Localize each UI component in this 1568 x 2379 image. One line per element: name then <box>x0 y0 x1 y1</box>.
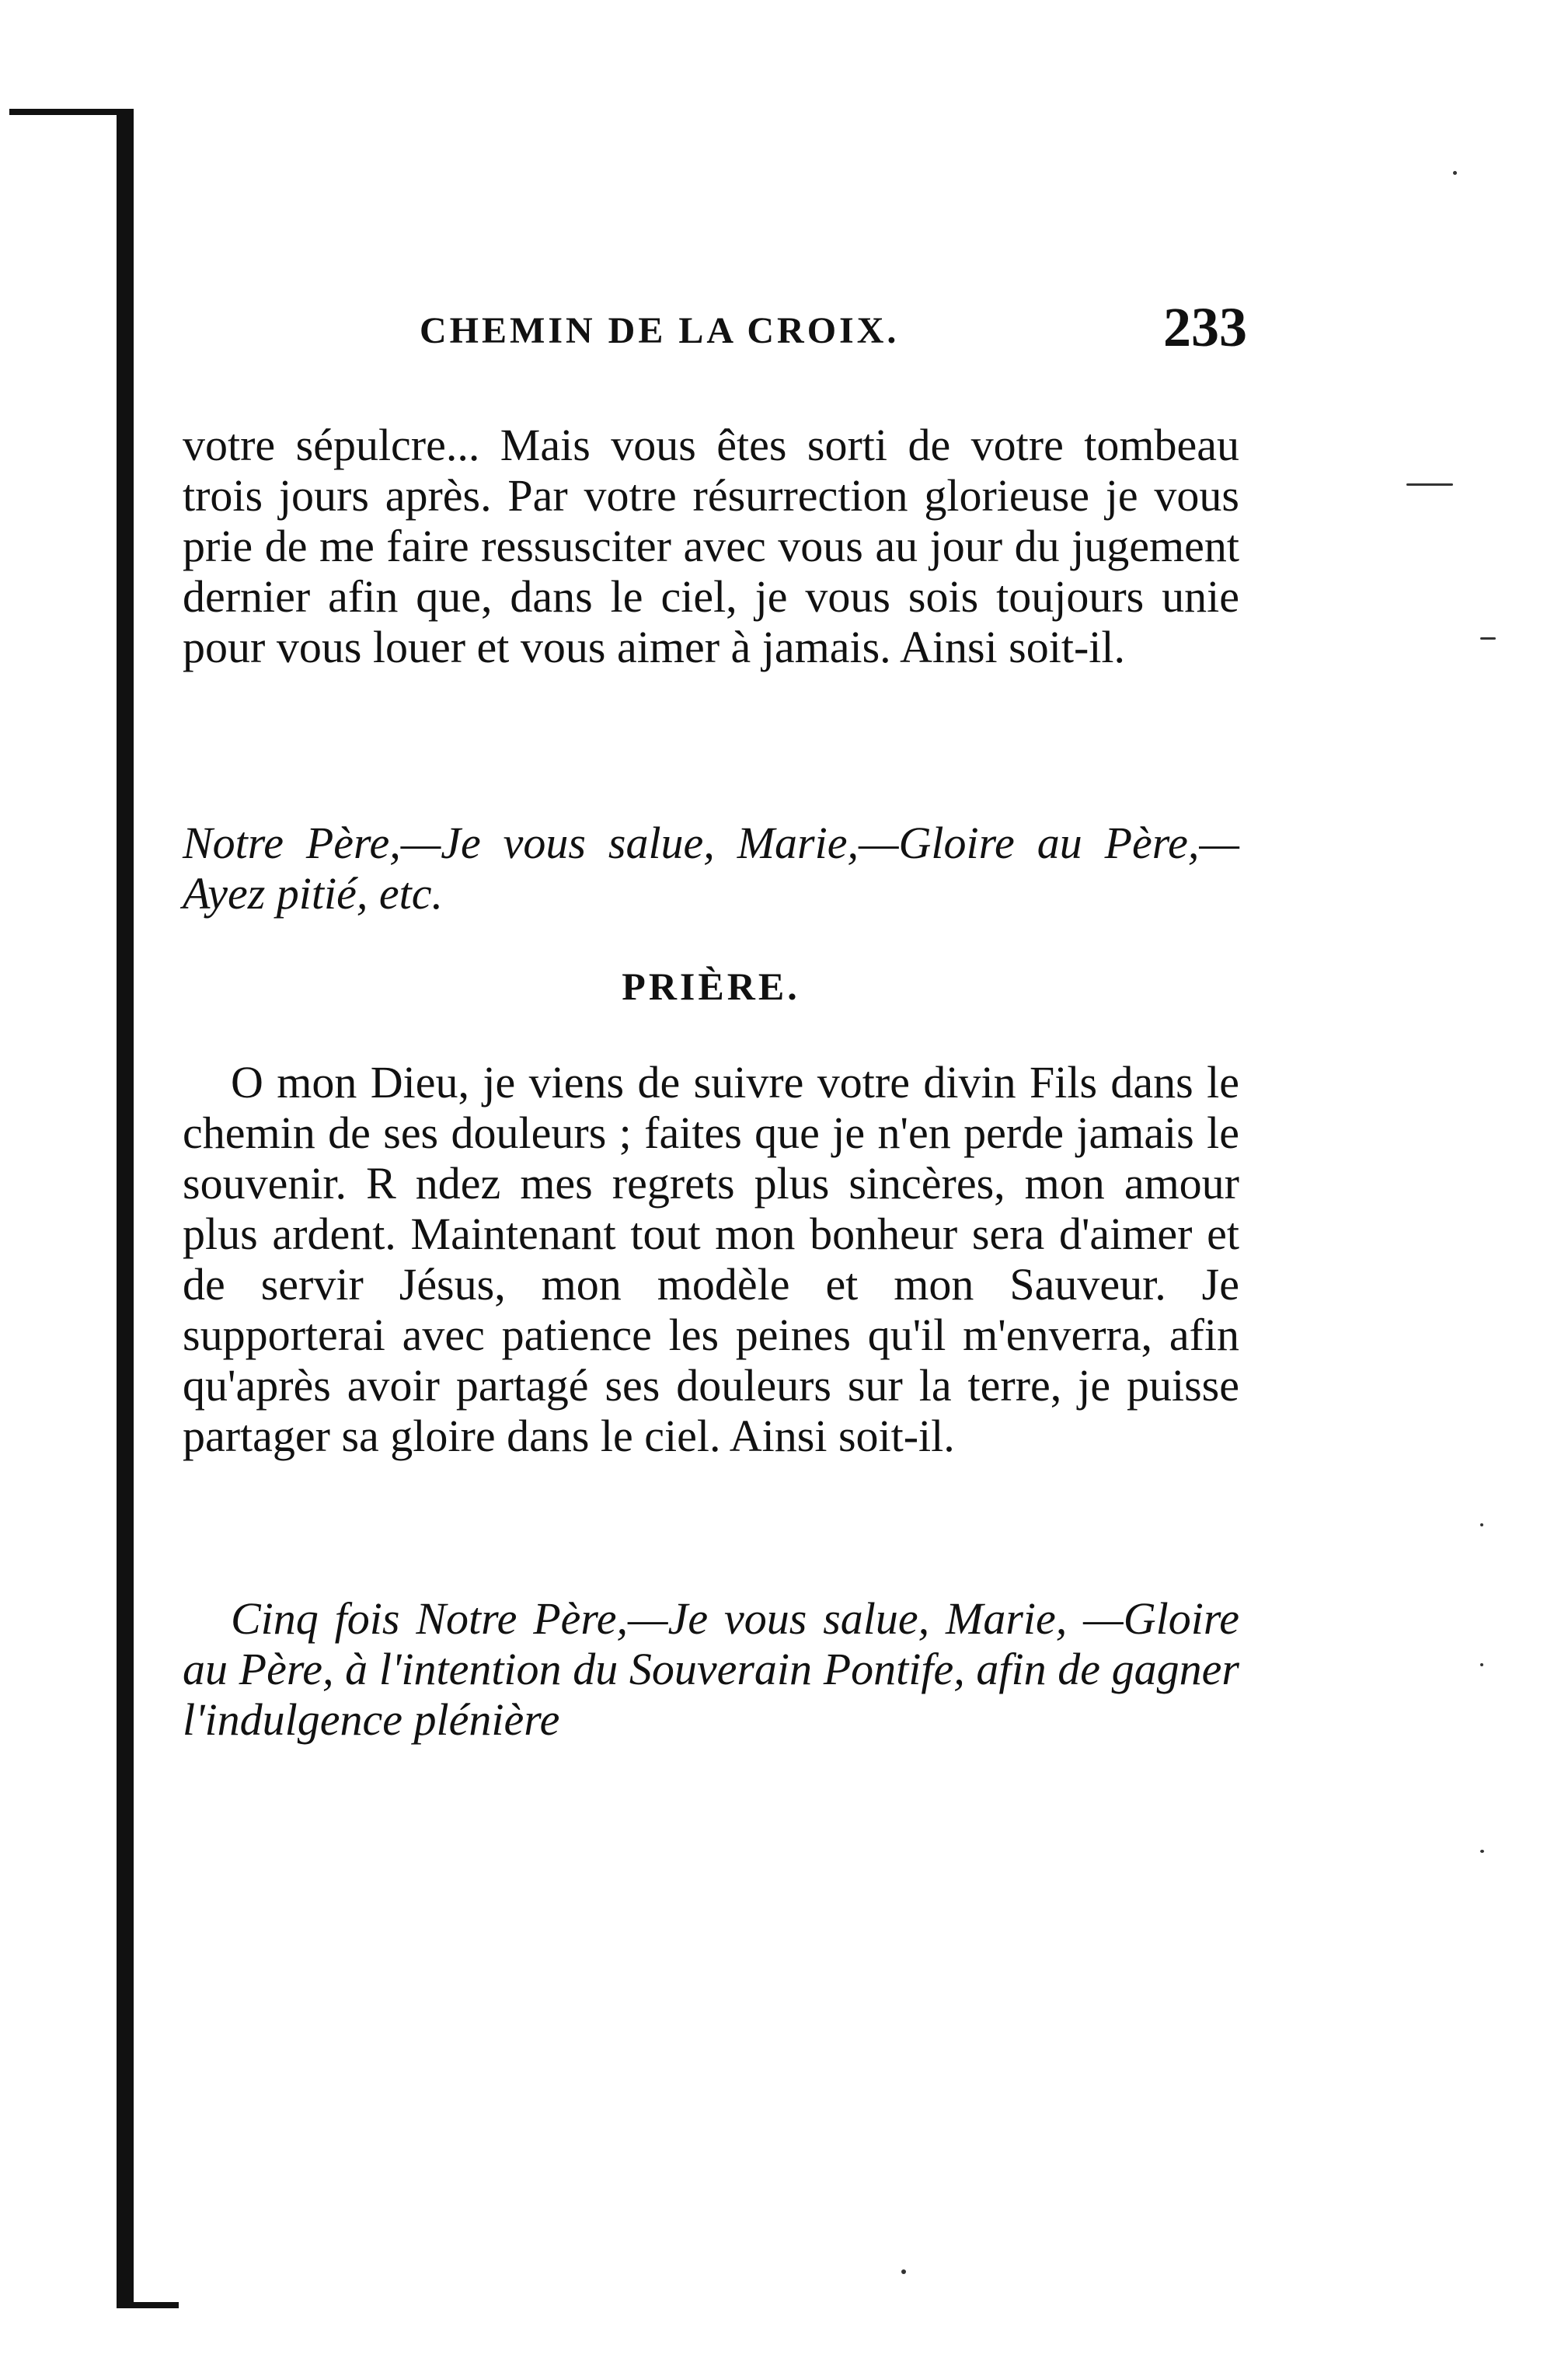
scan-speck <box>1480 1523 1483 1526</box>
binding-edge-top <box>9 109 134 115</box>
section-heading: PRIÈRE. <box>622 965 800 1008</box>
paragraph-sepulcre: votre sépulcre... Mais vous êtes sorti de votre tombeau trois jours après. Par votre résurrection glorieuse je vous prie de me faire ressusciter avec vous au jour du jugement dernier afin que, dans le ciel, je vous sois toujours unie pour vous louer et vous aimer à jamais. Ainsi soit-il. <box>183 420 1239 672</box>
running-head <box>183 295 1247 365</box>
prayer-rubric: Notre Père,—Je vous salue, Marie,—Gloire au Père,—Ayez pitié, etc. <box>183 818 1239 919</box>
scan-speck <box>1406 483 1453 486</box>
binding-edge <box>117 109 134 2308</box>
scan-speck <box>1480 1663 1483 1666</box>
paragraph-priere: O mon Dieu, je viens de suivre votre divin Fils dans le chemin de ses douleurs ; faites que je n'en perde jamais le souvenir. R ndez mes regrets plus sincères, mon amour plus ardent. Maintenant tout mon bonheur sera d'aimer et de servir Jésus, mon modèle et mon Sauveur. Je supporterai avec patience les peines qu'il m'enverra, afin qu'après avoir partagé ses douleurs sur la terre, je puisse partager sa gloire dans le ciel. Ainsi soit-il. <box>183 1057 1239 1461</box>
scan-speck <box>1480 637 1496 640</box>
running-head-title: CHEMIN DE LA CROIX. <box>420 310 900 351</box>
scan-speck <box>1453 171 1457 175</box>
scan-speck <box>1480 1850 1484 1853</box>
binding-edge-bottom <box>117 2302 179 2308</box>
closing-rubric: Cinq fois Notre Père,—Je vous salue, Marie, —Gloire au Père, à l'intention du Souverain Pontife, afin de gagner l'indulgence plénière <box>183 1593 1239 1745</box>
scan-speck <box>901 2269 906 2274</box>
page-number: 233 <box>1163 296 1247 358</box>
